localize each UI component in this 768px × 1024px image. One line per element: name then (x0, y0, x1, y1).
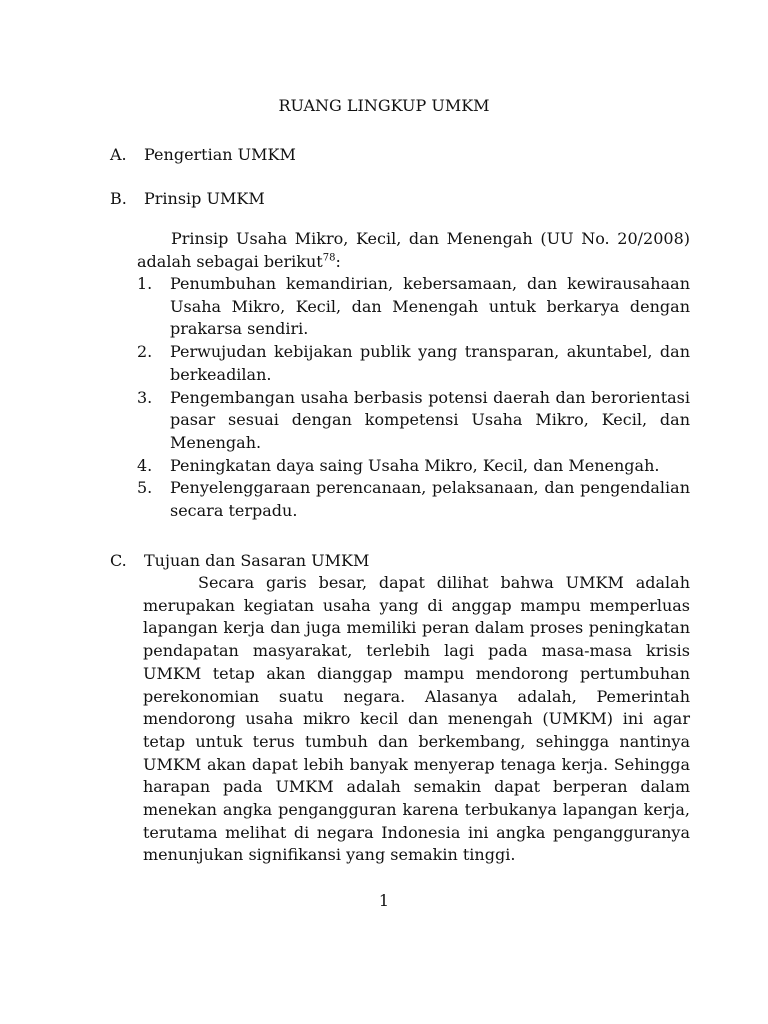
list-item (137, 341, 690, 386)
page-title: RUANG LINGKUP UMKM (278, 96, 490, 115)
list-item (137, 273, 690, 341)
list-item-text: Penyelenggaraan perencanaan, pelaksanaan, dan pengendalian secara terpadu. (170, 478, 690, 521)
prinsip-intro-colon: : (335, 251, 341, 271)
list-item (137, 455, 690, 478)
list-item-number: 5. (137, 478, 153, 498)
footnote-reference: 78 (322, 252, 336, 264)
list-item-text: Penumbuhan kemandirian, kebersamaan, dan kewirausahaan Usaha Mikro, Kecil, dan Menengah untuk berkarya dengan prakarsa sendiri. (170, 274, 690, 339)
prinsip-intro-text: Prinsip Usaha Mikro, Kecil, dan Menengah (UU No. 20/2008) adalah sebagai berikut (137, 229, 690, 271)
section-letter: C. (110, 551, 127, 570)
section-heading-b (110, 188, 265, 210)
section-heading-c (110, 550, 369, 572)
tujuan-paragraph: Secara garis besar, dapat dilihat bahwa UMKM adalah merupakan kegiatan usaha yang di anggap mampu memperluas lapangan kerja dan juga memiliki peran dalam proses peningkatan pendapatan masyarakat, terlebih lagi pada masa-masa krisis UMKM tetap akan dianggap mampu mendorong pertumbuhan perekonomian suatu negara. Alasanya adalah, Pemerintah mendorong usaha mikro kecil dan menengah (UMKM) ini agar tetap untuk terus tumbuh dan berkembang, sehingga nantinya UMKM akan dapat lebih banyak menyerap tenaga kerja. Sehingga harapan pada UMKM adalah semakin dapat berperan dalam menekan angka pengangguran karena terbukanya lapangan kerja, terutama melihat di negara Indonesia ini angka pengangguranya menunjukan signifikansi yang semakin tinggi. (143, 573, 690, 865)
list-item-text: Peningkatan daya saing Usaha Mikro, Kecil, dan Menengah. (170, 455, 660, 475)
list-item-text: Perwujudan kebijakan publik yang transparan, akuntabel, dan berkeadilan. (170, 342, 690, 384)
list-item (137, 477, 690, 522)
section-heading-text: Prinsip UMKM (144, 189, 265, 208)
list-item (137, 387, 690, 455)
list-item-text: Pengembangan usaha berbasis potensi daerah dan berorientasi pasar sesuai dengan kompetensi Usaha Mikro, Kecil, dan Menengah. (170, 387, 690, 452)
section-letter: B. (110, 189, 127, 208)
section-heading-a (110, 144, 296, 166)
list-item-number: 1. (137, 274, 153, 293)
section-heading-text: Tujuan dan Sasaran UMKM (144, 551, 370, 570)
page-number: 1 (378, 891, 390, 910)
list-item-number: 3. (137, 387, 153, 407)
list-item-number: 2. (137, 342, 153, 362)
section-letter: A. (110, 145, 127, 164)
prinsip-list (137, 273, 690, 523)
list-item-number: 4. (137, 455, 153, 475)
section-heading-text: Pengertian UMKM (144, 145, 296, 164)
prinsip-intro-paragraph (137, 228, 690, 273)
